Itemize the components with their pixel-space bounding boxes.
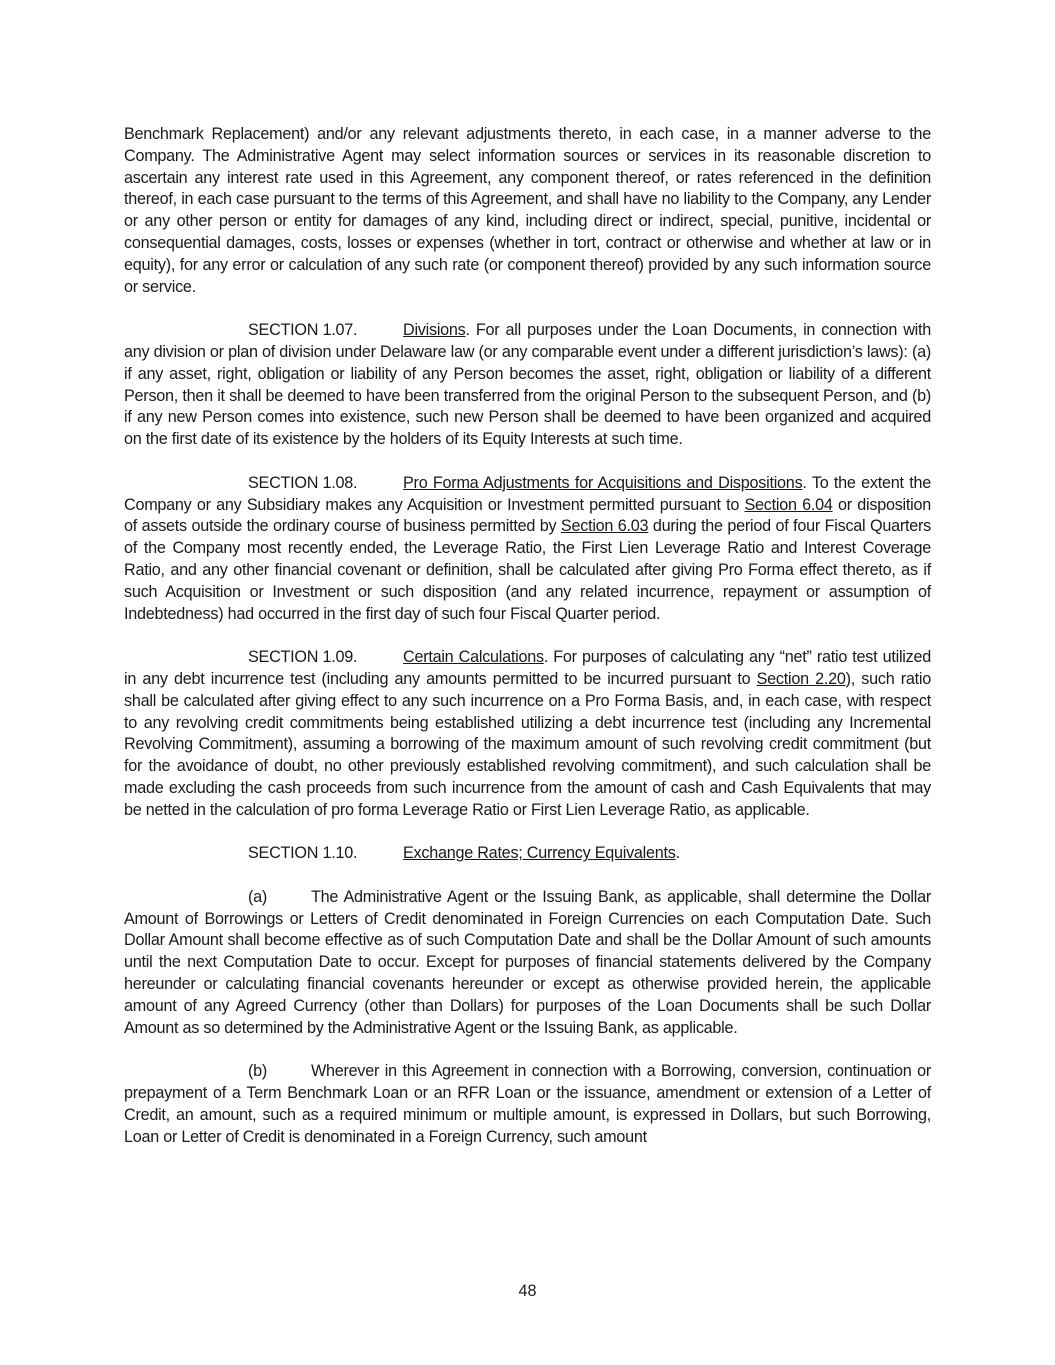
section-reference: Section 6.04: [744, 495, 833, 514]
subsection-label: (b): [248, 1062, 268, 1081]
section-title: Pro Forma Adjustments for Acquisitions and Dispositions: [403, 473, 803, 492]
section-1-09: [124, 647, 931, 821]
section-title: Certain Calculations: [403, 648, 544, 667]
section-body: . For all purposes under the Loan Documents, in connection with any division or plan of division under Delaware law (or any comparable event under a different jurisdiction’s laws): (a) if any asset, right, obligation or liability of any Person becomes the asset, right, obligation or liability of a different Person, then it shall be deemed to have been transferred from the original Person to the subsequent Person, and (b) if any new Person comes into existence, such new Person shall be deemed to have been organized and acquired on the first date of its existence by the holders of its Equity Interests at such time.: [124, 321, 931, 449]
section-punctuation: .: [675, 844, 680, 863]
subsection-label: (a): [248, 887, 268, 906]
section-1-08: [124, 473, 931, 626]
paragraph-continuation: Benchmark Replacement) and/or any relevant adjustments thereto, in each case, in a manner adverse to the Company. The Administrative Agent may select information sources or services in its reasonable discretion to ascertain any interest rate used in this Agreement, any component thereof, or rates referenced in the definition thereof, in each case pursuant to the terms of this Agreement, and shall have no liability to the Company, any Lender or any other person or entity for damages of any kind, including direct or indirect, special, punitive, incidental or consequential damages, costs, losses or expenses (whether in tort, contract or otherwise and whether at law or in equity), for any error or calculation of any such rate (or component thereof) provided by any such information source or service.: [124, 125, 931, 296]
section-body: or disposition of assets outside the ordinary course of business permitted by: [124, 495, 931, 536]
section-number: SECTION 1.07.: [248, 321, 358, 340]
section-1-07: [124, 320, 931, 451]
section-body: during the period of four Fiscal Quarters of the Company most recently ended, the Leverage Ratio, the First Lien Leverage Ratio and Interest Coverage Ratio, and any other financial covenant or definition, shall be calculated after giving Pro Forma effect thereto, as if such Acquisition or Investment or such disposition (and any related incurrence, repayment or assumption of Indebtedness) had occurred in the first day of such four Fiscal Quarter period.: [124, 517, 931, 623]
subsection-body: Wherever in this Agreement in connection with a Borrowing, conversion, continuation or prepayment of a Term Benchmark Loan or an RFR Loan or the issuance, amendment or extension of a Letter of Credit, an amount, such as a required minimum or multiple amount, is expressed in Dollars, but such Borrowing, Loan or Letter of Credit is denominated in a Foreign Currency, such amount: [124, 1062, 931, 1146]
subsection-a: [124, 887, 931, 1040]
section-title: Exchange Rates; Currency Equivalents: [403, 844, 676, 863]
section-title: Divisions: [403, 321, 466, 340]
section-number: SECTION 1.08.: [248, 473, 358, 492]
page-number: 48: [518, 1282, 537, 1300]
section-1-10: [124, 843, 931, 865]
section-reference: Section 6.03: [560, 517, 649, 536]
section-number: SECTION 1.10.: [248, 844, 358, 863]
section-reference: Section 2.20: [756, 669, 846, 688]
document-page: [124, 124, 931, 1148]
section-number: SECTION 1.09.: [248, 648, 358, 667]
section-body: . To the extent the Company or any Subsidiary makes any Acquisition or Investment permitted pursuant to: [124, 473, 931, 514]
subsection-b: [124, 1061, 931, 1148]
section-body: ), such ratio shall be calculated after giving effect to any such incurrence on a Pro Forma Basis, and, in each case, with respect to any revolving credit commitments being established utilizing a debt incurrence test (including any Incremental Revolving Commitment), assuming a borrowing of the maximum amount of such revolving credit commitment (but for the avoidance of doubt, no other previously established revolving commitment), and such calculation shall be made excluding the cash proceeds from such incurrence from the amount of cash and Cash Equivalents that may be netted in the calculation of pro forma Leverage Ratio or First Lien Leverage Ratio, as applicable.: [124, 669, 931, 819]
section-body: . For purposes of calculating any “net” ratio test utilized in any debt incurrence test (including any amounts permitted to be incurred pursuant to: [124, 648, 931, 688]
subsection-body: The Administrative Agent or the Issuing Bank, as applicable, shall determine the Dollar Amount of Borrowings or Letters of Credit denominated in Foreign Currencies on each Computation Date. Such Dollar Amount shall become effective as of such Computation Date and shall be the Dollar Amount of such amounts until the next Computation Date to occur. Except for purposes of financial statements delivered by the Company hereunder or calculating financial covenants hereunder or except as otherwise provided herein, the applicable amount of any Agreed Currency (other than Dollars) for purposes of the Loan Documents shall be such Dollar Amount as so determined by the Administrative Agent or the Issuing Bank, as applicable.: [124, 887, 931, 1037]
